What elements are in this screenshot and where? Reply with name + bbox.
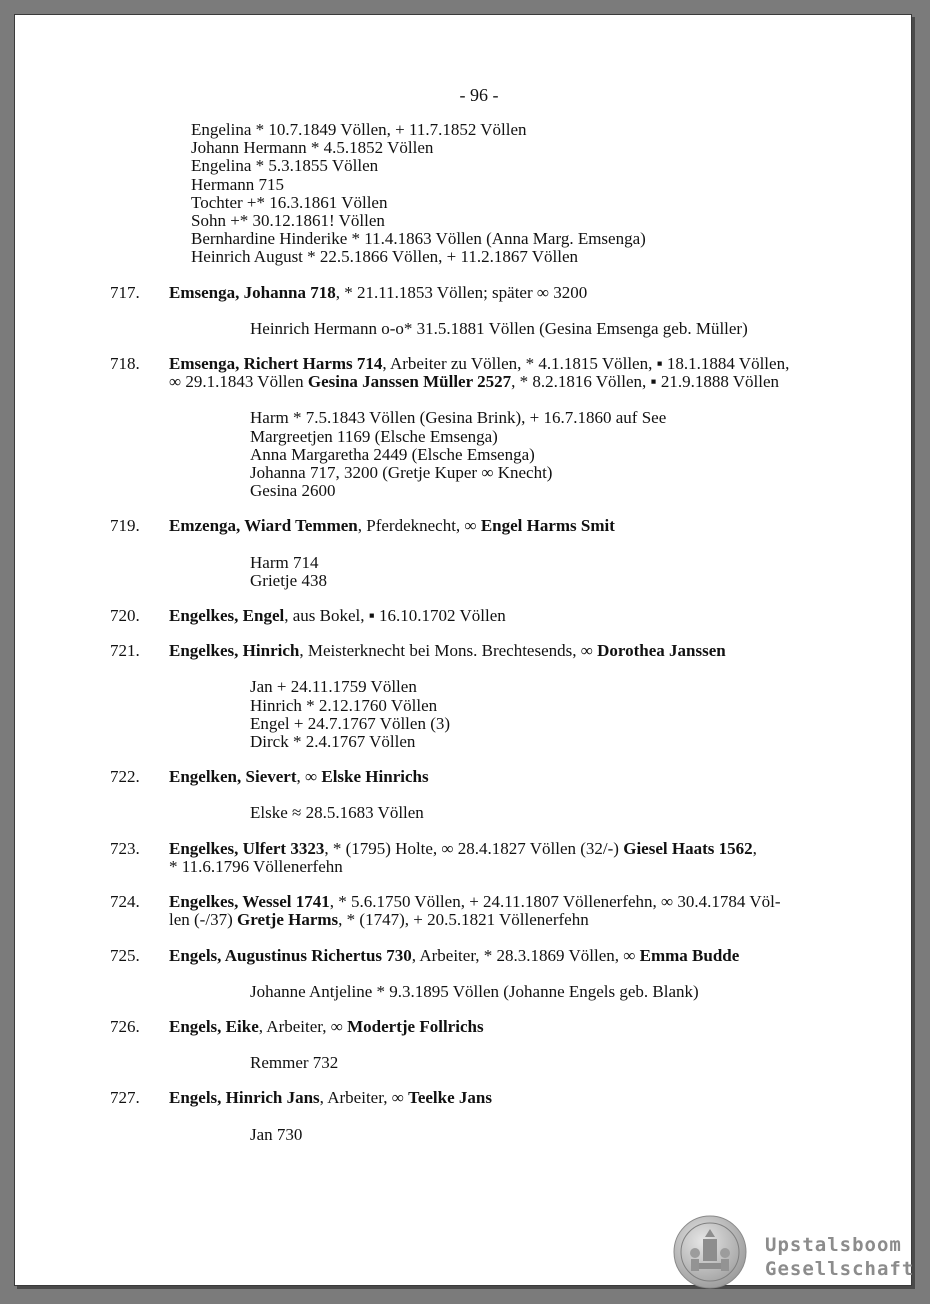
entry-number: 726.: [110, 1016, 140, 1036]
genealogy-entry: [110, 355, 880, 500]
person-name: Engelkes, Ulfert 3323: [169, 838, 325, 858]
entry-text: , Arbeiter, ∞: [319, 1088, 409, 1108]
page-number: - 96 -: [459, 85, 499, 105]
entry-number: 727.: [110, 1088, 140, 1108]
entry-text: ,: [752, 838, 757, 858]
entry-text: , * (1795) Holte, ∞ 28.4.1827 Völlen (32/-): [324, 838, 624, 858]
entry-line: [169, 947, 880, 965]
logo-line-1: Upstalsboom: [765, 1234, 902, 1256]
children-list: [169, 678, 880, 751]
person-name: Gesina Janssen Müller 2527: [307, 372, 512, 392]
person-name: Emzenga, Wiard Temmen: [169, 516, 358, 536]
genealogy-entry: [110, 284, 880, 338]
entry-number: 723.: [110, 838, 140, 858]
child-line: Johanne Antjeline * 9.3.1895 Völlen (Johanne Engels geb. Blank): [250, 981, 699, 1001]
entry-number: 724.: [110, 892, 140, 912]
children-list: [169, 409, 880, 500]
person-name: Engels, Eike: [169, 1016, 259, 1036]
genealogy-content: [110, 121, 880, 1144]
child-line: Hinrich * 2.12.1760 Völlen: [250, 695, 438, 715]
entry-line: [169, 840, 880, 858]
genealogy-entry: [110, 642, 880, 751]
person-name: Gretje Harms: [236, 910, 339, 930]
entry-text: , Arbeiter, * 28.3.1869 Völlen, ∞: [411, 945, 640, 965]
child-line: Heinrich Hermann o-o* 31.5.1881 Völlen (Gesina Emsenga geb. Müller): [250, 318, 748, 338]
children-list: [169, 554, 880, 590]
child-line: Margreetjen 1169 (Elsche Emsenga): [250, 426, 498, 446]
child-line: Harm * 7.5.1843 Völlen (Gesina Brink), + 16.7.1860 auf See: [250, 408, 667, 428]
entry-number: 719.: [110, 516, 140, 536]
child-line: Gesina 2600: [250, 481, 336, 501]
child-line: Bernhardine Hinderike * 11.4.1863 Völlen (Anna Marg. Emsenga): [191, 229, 646, 249]
person-name: Emsenga, Richert Harms 714: [169, 354, 383, 374]
continued-children-list: [110, 121, 880, 267]
entry-text: , * 8.2.1816 Völlen, ▪ 21.9.1888 Völlen: [511, 372, 780, 392]
child-line: Elske ≈ 28.5.1683 Völlen: [250, 803, 424, 823]
entry-number: 717.: [110, 282, 140, 302]
child-line: Remmer 732: [250, 1053, 339, 1073]
entry-line: [169, 355, 880, 373]
child-line: Jan 730: [250, 1124, 303, 1144]
entry-number: 720.: [110, 606, 140, 626]
children-list: [169, 1126, 880, 1144]
society-seal-icon: [673, 1215, 747, 1289]
genealogy-entry: [110, 893, 880, 929]
entry-text: , * (1747), + 20.5.1821 Völlenerfehn: [338, 910, 589, 930]
entry-line: [169, 607, 880, 625]
entry-text: , Meisterknecht bei Mons. Brechtesends, ∞: [299, 641, 598, 661]
entries-list: [110, 284, 880, 1144]
entry-line: [169, 1089, 880, 1107]
child-line: Grietje 438: [250, 570, 327, 590]
entry-line: [169, 642, 880, 660]
child-line: Engelina * 5.3.1855 Völlen: [191, 156, 379, 176]
entry-text: , Arbeiter zu Völlen, * 4.1.1815 Völlen, ▪ 18.1.1884 Völlen,: [382, 354, 790, 374]
entry-text: len (-/37): [169, 910, 237, 930]
children-list: [169, 983, 880, 1001]
entry-line: [169, 284, 880, 302]
person-name: Engelkes, Engel: [169, 606, 285, 626]
entry-line: [169, 768, 880, 786]
logo-line-2: Gesellschaft: [765, 1258, 915, 1280]
person-name: Giesel Haats 1562: [623, 838, 753, 858]
entry-text: , * 21.11.1853 Völlen; später ∞ 3200: [335, 282, 588, 302]
person-name: Engels, Augustinus Richertus 730: [169, 945, 412, 965]
child-line: Tochter +* 16.3.1861 Völlen: [191, 192, 388, 212]
child-line: Heinrich August * 22.5.1866 Völlen, + 11.2.1867 Völlen: [191, 247, 579, 267]
entry-text: , Pferdeknecht, ∞: [357, 516, 481, 536]
entry-line: [169, 893, 880, 911]
genealogy-entry: [110, 1018, 880, 1072]
entry-text: , aus Bokel, ▪ 16.10.1702 Völlen: [284, 606, 506, 626]
child-line: Anna Margaretha 2449 (Elsche Emsenga): [250, 444, 535, 464]
entry-text: , * 5.6.1750 Völlen, + 24.11.1807 Völlenerfehn, ∞ 30.4.1784 Völ-: [329, 892, 781, 912]
entry-number: 722.: [110, 767, 140, 787]
children-list: [169, 1054, 880, 1072]
person-name: Modertje Follrichs: [347, 1016, 484, 1036]
child-line: Engelina * 10.7.1849 Völlen, + 11.7.1852 Völlen: [191, 120, 527, 139]
entry-text: ∞ 29.1.1843 Völlen: [169, 372, 308, 392]
child-line: Harm 714: [250, 552, 319, 572]
entry-text: * 11.6.1796 Völlenerfehn: [169, 856, 343, 876]
children-list: [169, 320, 880, 338]
child-line: Johann Hermann * 4.5.1852 Völlen: [191, 138, 434, 158]
child-line: Jan + 24.11.1759 Völlen: [250, 677, 417, 697]
person-name: Teelke Jans: [408, 1088, 492, 1108]
entry-text: , Arbeiter, ∞: [258, 1016, 348, 1036]
society-logo-text: [765, 1233, 914, 1281]
document-page: [14, 14, 915, 1286]
person-name: Engels, Hinrich Jans: [169, 1088, 320, 1108]
genealogy-entry: [110, 1089, 880, 1143]
person-name: Elske Hinrichs: [321, 767, 429, 787]
entry-number: 718.: [110, 354, 140, 374]
person-name: Dorothea Janssen: [597, 641, 726, 661]
entry-line: [169, 517, 880, 535]
entry-line: [169, 858, 880, 876]
entry-line: [169, 373, 880, 391]
person-name: Engelken, Sievert: [169, 767, 297, 787]
person-name: Emsenga, Johanna 718: [169, 282, 336, 302]
genealogy-entry: [110, 840, 880, 876]
genealogy-entry: [110, 517, 880, 590]
child-line: Hermann 715: [191, 174, 285, 194]
genealogy-entry: [110, 768, 880, 822]
entry-line: [169, 911, 880, 929]
person-name: Engelkes, Wessel 1741: [169, 892, 330, 912]
person-name: Emma Budde: [639, 945, 740, 965]
child-line: Engel + 24.7.1767 Völlen (3): [250, 713, 451, 733]
children-list: [169, 804, 880, 822]
child-line: Dirck * 2.4.1767 Völlen: [250, 732, 416, 752]
child-line: Sohn +* 30.12.1861! Völlen: [191, 211, 385, 231]
person-name: Engelkes, Hinrich: [169, 641, 300, 661]
child-line: Johanna 717, 3200 (Gretje Kuper ∞ Knecht): [250, 463, 553, 483]
entry-number: 725.: [110, 945, 140, 965]
person-name: Engel Harms Smit: [480, 516, 615, 536]
genealogy-entry: [110, 947, 880, 1001]
genealogy-entry: [110, 607, 880, 625]
entry-line: [169, 1018, 880, 1036]
entry-number: 721.: [110, 641, 140, 661]
entry-text: , ∞: [296, 767, 322, 787]
